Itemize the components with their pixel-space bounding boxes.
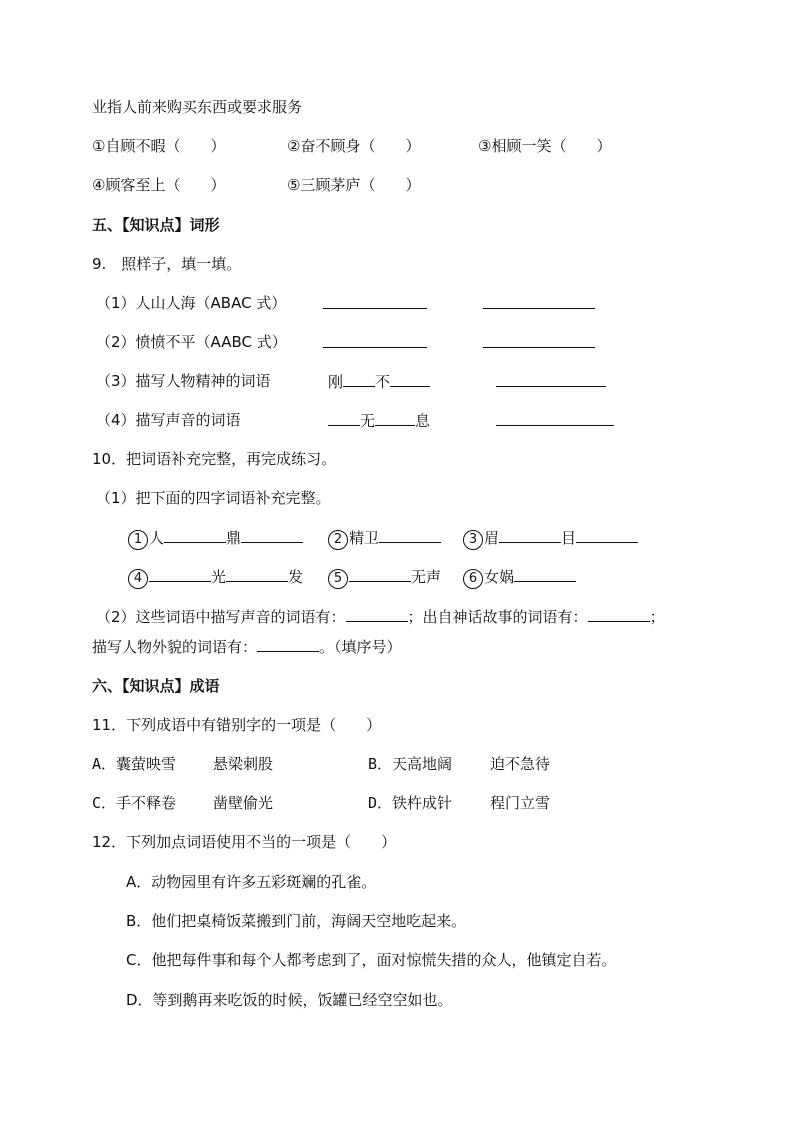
q10-word-1-char-a: 人 <box>149 529 165 547</box>
q9-item-1-blank-2[interactable] <box>483 308 595 309</box>
section-5-title: 五、【知识点】词形 <box>92 216 220 234</box>
q10-word-3-char-b: 目 <box>561 529 577 547</box>
q9-item-4-blank-2[interactable] <box>496 425 614 426</box>
q8-option-4: ④顾客至上（ ） <box>92 176 226 194</box>
q9-item-3-blank-a[interactable] <box>343 371 375 387</box>
q10-word-3-blank-1[interactable] <box>499 527 561 543</box>
q10-sub2-appearance-blank[interactable] <box>257 636 319 652</box>
q10-sub2-sound-blank[interactable] <box>346 606 408 622</box>
q9-item-1-blank-1[interactable] <box>323 308 427 309</box>
q10-sub2-semicolon: ； <box>649 608 665 626</box>
q11-option-a-word-2: 悬梁刺股 <box>213 755 274 773</box>
q9-item-2-blank-1[interactable] <box>323 347 427 348</box>
q9-stem: 9. 照样子，填一填。 <box>92 255 242 273</box>
q9-item-3-char-1: 刚 <box>328 373 344 391</box>
q9-item-3-blank-b[interactable] <box>390 371 430 387</box>
q10-word-3 <box>463 527 638 550</box>
q10-word-6-number: 6 <box>463 569 483 589</box>
q8-option-2: ②奋不顾身（ ） <box>287 137 421 155</box>
q11-option-c-word-2: 凿壁偷光 <box>213 794 274 812</box>
q12-option-c: C．他把每件事和每个人都考虑到了，面对惊慌失措的众人，他镇定自若。 <box>126 951 617 969</box>
q10-word-4-char-c: 发 <box>288 568 304 586</box>
q10-word-4-blank-2[interactable] <box>226 566 288 582</box>
q10-word-2 <box>328 527 441 550</box>
q10-word-5-char-b: 无声 <box>411 568 442 586</box>
q10-word-5-blank-1[interactable] <box>349 566 411 582</box>
q10-word-5-number: 5 <box>328 569 348 589</box>
q10-sub2-line-2 <box>92 636 402 657</box>
q12-option-d: D．等到鹅再来吃饭的时候，饭罐已经空空如也。 <box>126 991 453 1009</box>
q10-word-3-number: 3 <box>463 530 483 550</box>
q9-item-3-blank-2[interactable] <box>496 386 606 387</box>
q10-word-3-blank-2[interactable] <box>576 527 638 543</box>
q9-item-2-label: （2）愤愤不平（AABC 式） <box>96 333 287 351</box>
q11-option-a <box>92 754 176 774</box>
q11-option-c-letter: C． <box>92 794 117 812</box>
q10-word-4-blank-1[interactable] <box>149 566 211 582</box>
q10-word-1 <box>128 527 303 550</box>
q9-item-4-char-1: 无 <box>360 412 376 430</box>
q10-word-1-number: 1 <box>128 530 148 550</box>
q11-option-a-letter: A． <box>92 755 117 773</box>
q9-item-1-label: （1）人山人海（ABAC 式） <box>96 294 287 312</box>
q11-option-c <box>92 793 176 813</box>
q11-option-d-letter: D． <box>368 794 393 812</box>
q8-option-3: ③相顾一笑（ ） <box>478 137 612 155</box>
q11-option-a-word-1: 囊萤映雪 <box>116 755 177 773</box>
q10-word-6 <box>463 566 576 589</box>
q9-item-4-char-2: 息 <box>415 412 431 430</box>
q10-word-4 <box>128 566 303 589</box>
q10-word-1-blank-2[interactable] <box>241 527 303 543</box>
q11-stem: 11．下列成语中有错别字的一项是（ ） <box>92 716 382 734</box>
q10-word-2-blank-1[interactable] <box>379 527 441 543</box>
q8-option-1: ①自顾不暇（ ） <box>92 137 226 155</box>
q10-stem: 10．把词语补充完整，再完成练习。 <box>92 450 337 468</box>
q10-word-4-number: 4 <box>128 569 148 589</box>
q10-sub2-sound-label: （2）这些词语中描写声音的词语有： <box>96 608 346 626</box>
q11-option-b-letter: B． <box>368 755 393 773</box>
q12-option-a: A．动物园里有许多五彩斑斓的孔雀。 <box>126 873 377 891</box>
q10-word-2-char-a: 精卫 <box>349 529 380 547</box>
section-6-title: 六、【知识点】成语 <box>92 677 220 695</box>
q11-option-b-word-1: 天高地阔 <box>392 755 453 773</box>
q8-definition: 业指人前来购买东西或要求服务 <box>92 98 303 116</box>
q9-item-3-label: （3）描写人物精神的词语 <box>96 372 271 390</box>
q9-item-3-char-2: 不 <box>375 373 391 391</box>
q10-sub2-myth-label: ；出自神话故事的词语有： <box>407 608 588 626</box>
q10-sub2-line-1 <box>96 606 665 627</box>
q10-sub1: （1）把下面的四字词语补充完整。 <box>96 489 331 507</box>
q10-word-4-char-b: 光 <box>211 568 227 586</box>
q10-word-3-char-a: 眉 <box>484 529 500 547</box>
q10-word-6-blank-1[interactable] <box>514 566 576 582</box>
q9-item-3-pattern <box>328 371 430 392</box>
q12-stem: 12．下列加点词语使用不当的一项是（ ） <box>92 833 397 851</box>
q11-option-b <box>368 754 452 774</box>
q10-word-6-char-a: 女娲 <box>484 568 515 586</box>
q11-option-d <box>368 793 452 813</box>
q11-option-d-word-2: 程门立雪 <box>490 794 551 812</box>
q11-option-b-word-2: 迫不急待 <box>490 755 551 773</box>
q9-item-4-blank-a[interactable] <box>328 410 360 426</box>
q11-option-c-word-1: 手不释卷 <box>116 794 177 812</box>
q9-item-2-blank-2[interactable] <box>483 347 595 348</box>
q10-sub2-end: 。（填序号） <box>319 638 402 656</box>
q10-word-5 <box>328 566 441 589</box>
q12-option-b: B．他们把桌椅饭菜搬到门前，海阔天空地吃起来。 <box>126 912 467 930</box>
q9-item-4-pattern <box>328 410 430 431</box>
q8-option-5: ⑤三顾茅庐（ ） <box>287 176 421 194</box>
q10-word-2-number: 2 <box>328 530 348 550</box>
q10-word-1-blank-1[interactable] <box>164 527 226 543</box>
q9-item-4-blank-b[interactable] <box>375 410 415 426</box>
q10-sub2-appearance-label: 描写人物外貌的词语有： <box>92 638 258 656</box>
q11-option-d-word-1: 铁杵成针 <box>392 794 453 812</box>
q10-word-1-char-b: 鼎 <box>226 529 242 547</box>
q9-item-4-label: （4）描写声音的词语 <box>96 411 241 429</box>
q10-sub2-myth-blank[interactable] <box>588 606 650 622</box>
